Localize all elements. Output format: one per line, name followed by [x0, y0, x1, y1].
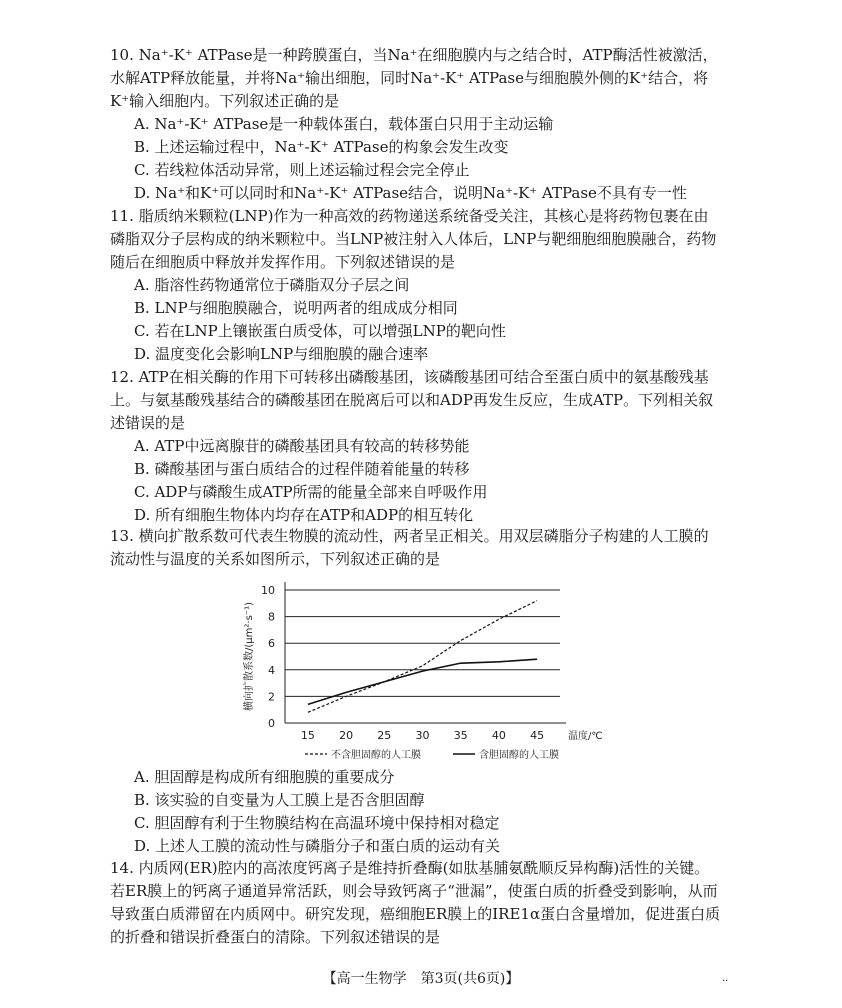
- corner-mark: ··: [722, 976, 729, 987]
- question-13-option-d: D. 上述人工膜的流动性与磷脂分子和蛋白质的运动有关: [134, 837, 501, 855]
- y-tick-label: 0: [268, 717, 275, 730]
- question-14-stem: 14. 内质网(ER)腔内的高浓度钙离子是维持折叠酶(如肽基脯氨酰顺反异构酶)活性的关键。若ER膜上的钙离子通道异常活跃，则会导致钙离子“泄漏”，使蛋白质的折叠受到影响，从而导致蛋白质滞留在内质网中。研究发现，癌细胞ER膜上的IRE1α蛋白含量增加，促进蛋白质的折叠和错误折叠蛋白的清除。下列叙述错误的是: [110, 859, 721, 946]
- question-13-option-c: C. 胆固醇有利于生物膜结构在高温环境中保持相对稳定: [134, 814, 500, 832]
- question-13-option-a: A. 胆固醇是构成所有细胞膜的重要成分: [134, 768, 395, 786]
- question-13-option-b: B. 该实验的自变量为人工膜上是否含胆固醇: [134, 791, 425, 809]
- question-12-option-a: A. ATP中远离腺苷的磷酸基团具有较高的转移势能: [134, 437, 470, 455]
- y-tick-label: 2: [268, 690, 275, 704]
- question-12-stem: 12. ATP在相关酶的作用下可转移出磷酸基团，该磷酸基团可结合至蛋白质中的氨基酸残基上。与氨基酸残基结合的磷酸基团在脱离后可以和ADP再发生反应，生成ATP。下列相关叙述错误的是: [110, 368, 714, 432]
- question-10-option-b: B. 上述运输过程中，Na⁺-K⁺ ATPase的构象会发生改变: [134, 138, 509, 156]
- question-11-stem: 11. 脂质纳米颗粒(LNP)作为一种高效的药物递送系统备受关注，其核心是将药物包裹在由磷脂双分子层构成的纳米颗粒中。当LNP被注射入人体后，LNP与靶细胞细胞膜融合，药物随后在细胞质中释放并发挥作用。下列叙述错误的是: [110, 207, 717, 271]
- question-12-option-b: B. 磷酸基团与蛋白质结合的过程伴随着能量的转移: [134, 460, 470, 478]
- question-12-option-c: C. ADP与磷酸生成ATP所需的能量全部来自呼吸作用: [134, 483, 488, 501]
- x-tick-label: 30: [415, 729, 430, 742]
- y-tick-label: 4: [268, 663, 275, 677]
- legend-label: 含胆固醇的人工膜: [479, 750, 559, 761]
- question-11-option-d: D. 温度变化会影响LNP与细胞膜的融合速率: [134, 345, 429, 363]
- question-13-stem: 13. 横向扩散系数可代表生物膜的流动性，两者呈正相关。用双层磷脂分子构建的人工膜的流动性与温度的关系如图所示，下列叙述正确的是: [110, 527, 709, 568]
- y-tick-label: 8: [268, 610, 275, 624]
- x-tick-label: 40: [491, 729, 506, 742]
- x-tick-label: 35: [453, 729, 468, 742]
- question-11-option-a: A. 脂溶性药物通常位于磷脂双分子层之间: [134, 276, 410, 294]
- x-tick-label: 20: [339, 729, 354, 742]
- question-10-option-d: D. Na⁺和K⁺可以同时和Na⁺-K⁺ ATPase结合，说明Na⁺-K⁺ ATPase不具有专一性: [134, 184, 687, 202]
- question-11-option-c: C. 若在LNP上镶嵌蛋白质受体，可以增强LNP的靶向性: [134, 322, 506, 340]
- question-12: [110, 366, 722, 527]
- question-14: [110, 857, 722, 949]
- x-tick-label: 15: [300, 729, 315, 742]
- diffusion-temperature-chart: [240, 563, 610, 768]
- page-footer: 【高一生物学 第3页(共6页)】: [322, 971, 520, 987]
- question-13-options: [110, 766, 722, 858]
- x-axis-label: 温度/℃: [568, 731, 603, 742]
- x-tick-label: 25: [377, 729, 392, 742]
- y-tick-label: 10: [261, 584, 275, 597]
- question-10-option-a: A. Na⁺-K⁺ ATPase是一种载体蛋白，载体蛋白只用于主动运输: [134, 115, 554, 133]
- question-10-option-c: C. 若线粒体活动异常，则上述运输过程会完全停止: [134, 161, 470, 179]
- y-axis-label: 横向扩散系数/(μm²·s⁻¹): [244, 602, 255, 711]
- x-tick-label: 45: [530, 729, 545, 742]
- question-12-option-d: D. 所有细胞生物体内均存在ATP和ADP的相互转化: [134, 506, 474, 524]
- series-line-without-cholesterol: [308, 601, 537, 713]
- legend-label: 不含胆固醇的人工膜: [331, 750, 421, 761]
- question-10-stem: 10. Na⁺-K⁺ ATPase是一种跨膜蛋白，当Na⁺在细胞膜内与之结合时，ATP酶活性被激活，水解ATP释放能量，并将Na⁺输出细胞，同时Na⁺-K⁺ ATPase与细胞膜外侧的K⁺结合，将K⁺输入细胞内。下列叙述正确的是: [110, 46, 718, 110]
- question-10: [110, 44, 722, 205]
- y-tick-label: 6: [268, 637, 275, 651]
- question-11: [110, 205, 722, 366]
- question-11-option-b: B. LNP与细胞膜融合，说明两者的组成成分相同: [134, 299, 458, 317]
